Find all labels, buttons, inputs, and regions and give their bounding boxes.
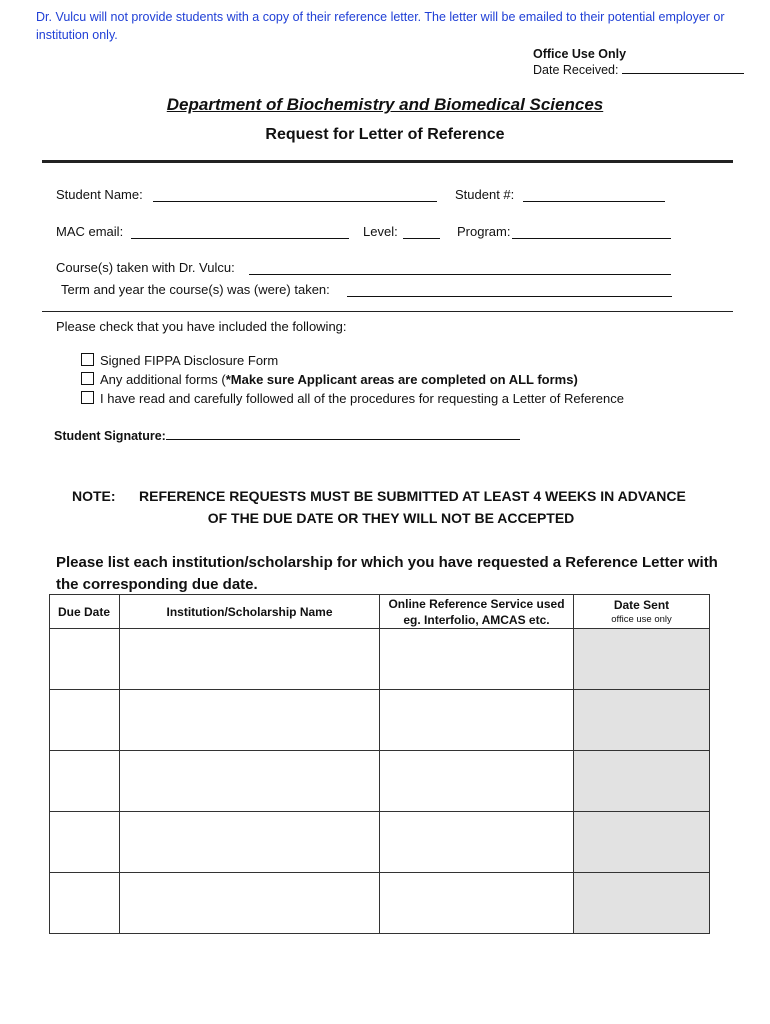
mac-email-field[interactable]	[131, 238, 349, 239]
date-sent-cell	[574, 690, 710, 751]
table-row	[50, 873, 710, 934]
student-name-field[interactable]	[153, 201, 437, 202]
signature-field[interactable]	[166, 428, 520, 440]
date-sent-cell	[574, 812, 710, 873]
due-date-cell[interactable]	[50, 812, 120, 873]
col-due-date: Due Date	[50, 595, 120, 629]
program-label: Program:	[457, 224, 511, 239]
table-header-row	[50, 595, 710, 629]
courses-field[interactable]	[249, 274, 671, 275]
office-use-block	[533, 46, 744, 78]
table-row	[50, 751, 710, 812]
institution-cell[interactable]	[120, 629, 380, 690]
mac-email-label: MAC email:	[56, 224, 124, 239]
due-date-cell[interactable]	[50, 873, 120, 934]
signature-row	[54, 428, 520, 443]
note-line-1: REFERENCE REQUESTS MUST BE SUBMITTED AT LEAST 4 WEEKS IN ADVANCE	[139, 488, 686, 504]
form-title: Request for Letter of Reference	[265, 126, 505, 143]
col-date-sent	[574, 595, 710, 629]
date-sent-cell	[574, 873, 710, 934]
date-sent-label: Date Sent	[613, 598, 670, 612]
note-line-2: OF THE DUE DATE OR THEY WILL NOT BE ACCEPTED	[207, 510, 575, 526]
reference-table	[49, 594, 710, 934]
date-sent-cell	[574, 629, 710, 690]
note-label: NOTE:	[72, 488, 116, 504]
table-instructions: Please list each institution/scholarship for which you have requested a Reference Letter with the corresponding due date.	[56, 554, 718, 593]
student-name-label: Student Name:	[56, 187, 143, 202]
office-use-heading: Office Use Only	[533, 47, 627, 61]
checklist-item: Any additional forms (*Make sure Applicant areas are completed on ALL forms)	[81, 372, 578, 387]
date-received-label: Date Received:	[533, 63, 619, 77]
checklist-item: I have read and carefully followed all of the procedures for requesting a Letter of Reference	[81, 391, 624, 406]
student-number-field[interactable]	[523, 201, 665, 202]
term-year-label: Term and year the course(s) was (were) taken:	[61, 282, 330, 297]
department-heading: Department of Biochemistry and Biomedical Sciences	[166, 95, 604, 114]
date-sent-note: office use only	[611, 614, 672, 625]
checklist-intro: Please check that you have included the following:	[56, 319, 347, 334]
col-online-service: Online Reference Service used eg. Interfolio, AMCAS etc.	[380, 595, 574, 629]
level-field[interactable]	[403, 238, 440, 239]
due-date-cell[interactable]	[50, 629, 120, 690]
header-divider	[42, 160, 733, 163]
checklist-item: Signed FIPPA Disclosure Form	[81, 353, 278, 368]
institution-cell[interactable]	[120, 751, 380, 812]
online-service-cell[interactable]	[380, 873, 574, 934]
table-row	[50, 812, 710, 873]
institution-cell[interactable]	[120, 873, 380, 934]
checkbox-additional-forms[interactable]	[81, 372, 94, 385]
date-received-field[interactable]	[622, 62, 744, 74]
col-institution: Institution/Scholarship Name	[120, 595, 380, 629]
disclaimer-notice: Dr. Vulcu will not provide students with a copy of their reference letter. The letter will be emailed to their potential employer or institution only.	[36, 10, 725, 42]
online-service-cell[interactable]	[380, 812, 574, 873]
due-date-cell[interactable]	[50, 751, 120, 812]
courses-label: Course(s) taken with Dr. Vulcu:	[56, 260, 235, 275]
online-service-cell[interactable]	[380, 629, 574, 690]
online-service-cell[interactable]	[380, 751, 574, 812]
institution-cell[interactable]	[120, 812, 380, 873]
signature-label: Student Signature:	[54, 429, 166, 443]
due-date-cell[interactable]	[50, 690, 120, 751]
section-divider	[42, 311, 733, 312]
student-number-label: Student #:	[455, 187, 515, 202]
table-row	[50, 690, 710, 751]
table-row	[50, 629, 710, 690]
checkbox-fippa[interactable]	[81, 353, 94, 366]
institution-cell[interactable]	[120, 690, 380, 751]
level-label: Level:	[363, 224, 398, 239]
checkbox-procedures-read[interactable]	[81, 391, 94, 404]
program-field[interactable]	[512, 238, 671, 239]
term-year-field[interactable]	[347, 296, 672, 297]
date-sent-cell	[574, 751, 710, 812]
online-service-cell[interactable]	[380, 690, 574, 751]
